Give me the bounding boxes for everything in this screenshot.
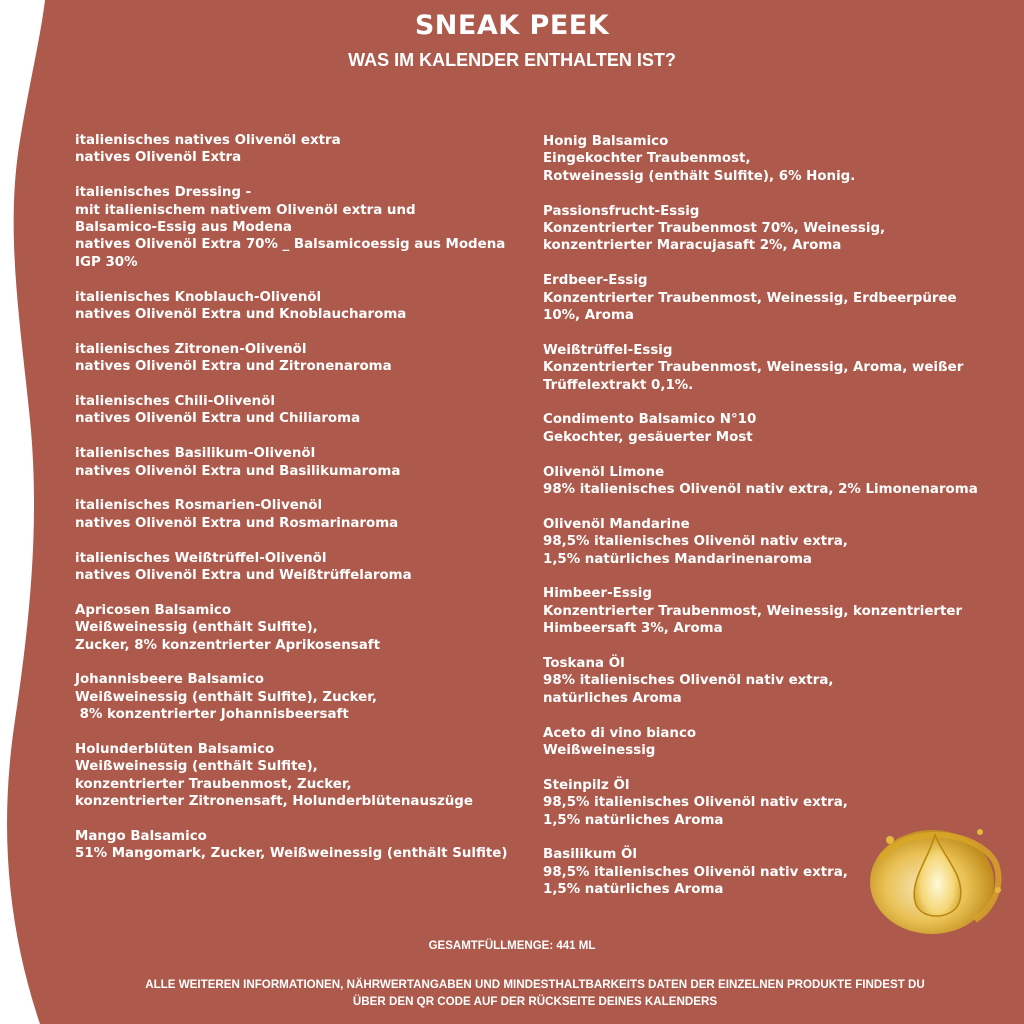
product-ingredients: natives Olivenöl Extra und Basilikumaroma <box>75 463 401 479</box>
left-product-column <box>75 132 515 880</box>
product-entry <box>75 671 515 723</box>
product-ingredients: natives Olivenöl Extra und Chiliaroma <box>75 411 361 427</box>
product-ingredients: Rotweinessig (enthält Sulfite), 6% Honig. <box>543 168 856 184</box>
product-name: Johannisbeere Balsamico <box>75 672 264 688</box>
product-name: italienisches Rosmarien-Olivenöl <box>75 498 323 514</box>
product-entry <box>75 828 515 863</box>
product-ingredients: 51% Mangomark, Zucker, Weißweinessig (enthält Sulfite) <box>75 846 508 862</box>
product-ingredients: Himbeersaft 3%, Aroma <box>543 621 723 637</box>
product-name: italienisches Basilikum-Olivenöl <box>75 446 316 462</box>
product-entry <box>75 550 515 585</box>
product-name: Erdbeer-Essig <box>543 273 648 289</box>
product-name: italienisches Knoblauch-Olivenöl <box>75 289 322 305</box>
product-entry <box>543 203 983 255</box>
product-name: Mango Balsamico <box>75 829 207 845</box>
product-name: italienisches Zitronen-Olivenöl <box>75 341 307 357</box>
product-name: italienisches Dressing - <box>75 185 252 201</box>
product-ingredients: Gekochter, gesäuerter Most <box>543 429 753 445</box>
product-ingredients: 98% italienisches Olivenöl nativ extra, 2% Limonenaroma <box>543 482 978 498</box>
product-ingredients: 1,5% natürliches Aroma <box>543 882 724 898</box>
product-ingredients: 98,5% italienisches Olivenöl nativ extra, <box>543 534 848 550</box>
product-ingredients: 1,5% natürliches Mandarinenaroma <box>543 551 812 567</box>
product-entry <box>543 516 983 568</box>
product-ingredients: Balsamico-Essig aus Modena <box>75 220 292 236</box>
product-entry <box>75 393 515 428</box>
product-entry <box>543 655 983 707</box>
product-ingredients: natives Olivenöl Extra und Rosmarinaroma <box>75 515 399 531</box>
product-name: Aceto di vino bianco <box>543 725 697 741</box>
product-name: Himbeer-Essig <box>543 586 652 602</box>
product-name: Apricosen Balsamico <box>75 602 232 618</box>
product-ingredients: Weißweinessig (enthält Sulfite), Zucker, <box>75 689 377 705</box>
product-ingredients: Konzentrierter Traubenmost, Weinessig, konzentrierter <box>543 603 963 619</box>
page-title: SNEAK PEEK <box>414 10 610 41</box>
product-ingredients: Konzentrierter Traubenmost, Weinessig, Aroma, weißer <box>543 360 964 376</box>
product-ingredients: Weißweinessig (enthält Sulfite), <box>75 759 318 775</box>
product-ingredients: Weißweinessig (enthält Sulfite), <box>75 620 318 636</box>
product-ingredients: 98,5% italienisches Olivenöl nativ extra, <box>543 864 848 880</box>
product-entry <box>75 445 515 480</box>
product-name: Holunderblüten Balsamico <box>75 742 275 758</box>
product-ingredients: 8% konzentrierter Johannisbeersaft <box>75 707 349 723</box>
product-entry <box>543 342 983 394</box>
product-name: Honig Balsamico <box>543 134 669 149</box>
product-entry <box>75 341 515 376</box>
footer-info-line: ALLE WEITEREN INFORMATIONEN, NÄHRWERTANGABEN UND MINDESTHALTBARKEITS DATEN DER EINZELNEN PRODUKTE FINDEST DU <box>145 978 925 991</box>
product-entry <box>75 497 515 532</box>
footer-info <box>100 976 970 1010</box>
product-ingredients: natives Olivenöl Extra und Zitronenaroma <box>75 359 392 375</box>
product-name: Basilikum Öl <box>543 847 638 863</box>
product-ingredients: natives Olivenöl Extra und Knoblaucharoma <box>75 307 407 323</box>
product-name: italienisches Weißtrüffel-Olivenöl <box>75 550 327 566</box>
product-ingredients: IGP 30% <box>75 254 138 270</box>
product-ingredients: konzentrierter Maracujasaft 2%, Aroma <box>543 238 842 254</box>
product-name: Olivenöl Mandarine <box>543 516 690 532</box>
product-ingredients: Trüffelextrakt 0,1%. <box>543 377 694 393</box>
footer-info-line: ÜBER DEN QR CODE AUF DER RÜCKSEITE DEINES KALENDERS <box>352 995 718 1008</box>
product-ingredients: mit italienischem nativem Olivenöl extra und <box>75 202 416 218</box>
product-name: Weißtrüffel-Essig <box>543 342 673 358</box>
product-entry <box>75 741 515 811</box>
product-ingredients: Zucker, 8% konzentrierter Aprikosensaft <box>75 637 381 653</box>
product-name: Steinpilz Öl <box>543 777 630 793</box>
product-name: Passionsfrucht-Essig <box>543 203 700 219</box>
product-entry <box>543 464 983 499</box>
product-ingredients: natürliches Aroma <box>543 690 682 706</box>
oil-drop-icon <box>860 810 1010 940</box>
product-entry <box>543 725 983 760</box>
product-ingredients: natives Olivenöl Extra und Weißtrüffelaroma <box>75 568 412 584</box>
total-volume: GESAMTFÜLLMENGE: 441 ML <box>428 940 596 952</box>
product-entry <box>543 411 983 446</box>
product-ingredients: Weißweinessig <box>543 743 656 759</box>
product-entry <box>75 602 515 654</box>
product-ingredients: natives Olivenöl Extra <box>75 150 242 166</box>
product-entry <box>543 272 983 324</box>
product-name: Condimento Balsamico N°10 <box>543 412 757 428</box>
right-product-column <box>543 133 983 916</box>
product-ingredients: Eingekochter Traubenmost, <box>543 151 751 167</box>
product-ingredients: 10%, Aroma <box>543 308 634 324</box>
product-ingredients: konzentrierter Zitronensaft, Holunderblütenauszüge <box>75 794 473 810</box>
product-name: Olivenöl Limone <box>543 464 665 480</box>
product-name: italienisches Chili-Olivenöl <box>75 394 275 410</box>
product-ingredients: natives Olivenöl Extra 70% _ Balsamicoessig aus Modena <box>75 237 506 253</box>
product-ingredients: 98,5% italienisches Olivenöl nativ extra, <box>543 795 848 811</box>
product-entry <box>75 184 515 271</box>
product-entry <box>75 289 515 324</box>
product-ingredients: Konzentrierter Traubenmost 70%, Weinessig, <box>543 221 886 237</box>
product-entry <box>543 133 983 185</box>
product-name: Toskana Öl <box>543 656 625 672</box>
product-ingredients: Konzentrierter Traubenmost, Weinessig, Erdbeerpüree <box>543 290 957 306</box>
product-ingredients: 1,5% natürliches Aroma <box>543 812 724 828</box>
product-name: italienisches natives Olivenöl extra <box>75 133 341 148</box>
product-entry <box>543 585 983 637</box>
product-ingredients: 98% italienisches Olivenöl nativ extra, <box>543 673 834 689</box>
product-ingredients: konzentrierter Traubenmost, Zucker, <box>75 776 352 792</box>
product-entry <box>75 132 515 167</box>
page-subtitle: WAS IM KALENDER ENTHALTEN IST? <box>348 50 676 70</box>
